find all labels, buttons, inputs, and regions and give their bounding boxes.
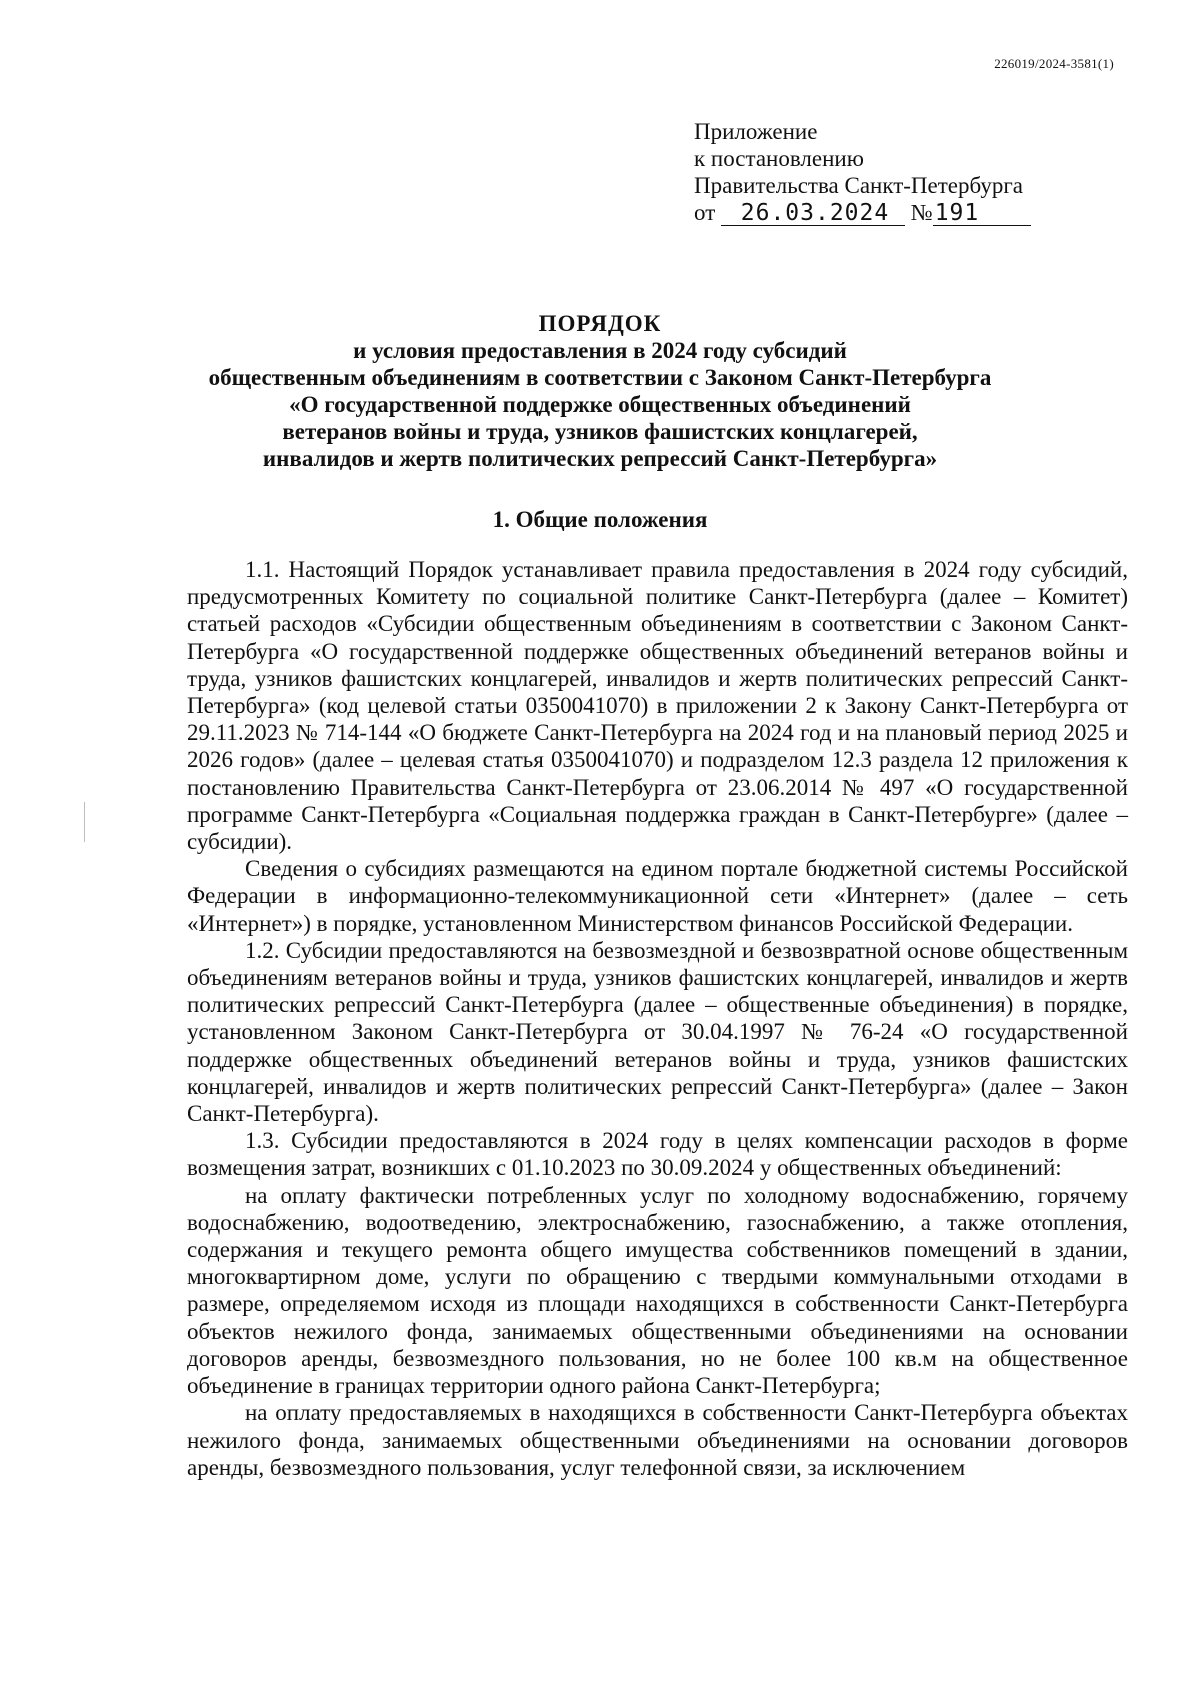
paragraph-telephone: на оплату предоставляемых в находящихся в собственности Санкт-Петербурга объектах нежилого фонда, занимаемых общественными объединениями на основании договоров аренды, безвозмездного пользования, услуг телефонной связи, за исключением xyxy=(187,1400,1128,1480)
title-main: ПОРЯДОК xyxy=(538,311,662,336)
paragraph-1-1: 1.1. Настоящий Порядок устанавливает правила предоставления в 2024 году субсидий, предусмотренных Комитету по социальной политике Санкт-Петербурга (далее – Комитет) статьей расходов «Субсидии общественным объединениям в соответствии с Законом Санкт-Петербурга «О государственной поддержке общественных объединений ветеранов войны и труда, узников фашистских концлагерей, инвалидов и жертв политических репрессий Санкт-Петербурга» (код целевой статьи 0350041070) в приложении 2 к Закону Санкт-Петербурга от 29.11.2023 № 714-144 «О бюджете Санкт-Петербурга на 2024 год и на плановый период 2025 и 2026 годов» (далее – целевая статья 0350041070) и подразделом 12.3 раздела 12 приложения к постановлению Правительства Санкт-Петербурга от 23.06.2014 № 497 «О государственной программе Санкт-Петербурга «Социальная поддержка граждан в Санкт-Петербурге» (далее – субсидии). xyxy=(187,557,1128,855)
appendix-line-1: Приложение xyxy=(694,119,818,144)
document-title xyxy=(90,310,1110,472)
paragraph-1-2: 1.2. Субсидии предоставляются на безвозмездной и безвозвратной основе общественным объединениям ветеранов войны и труда, узников фашистских концлагерей, инвалидов и жертв политических репрессий Санкт-Петербурга (далее – общественные объединения) в порядке, установленном Законом Санкт-Петербурга от 30.04.1997 № 76-24 «О государственной поддержке общественных объединений ветеранов войны и труда, узников фашистских концлагерей, инвалидов и жертв политических репрессий Санкт-Петербурга» (далее – Закон Санкт-Петербурга). xyxy=(187,937,1128,1127)
appendix-date-line xyxy=(694,199,1031,226)
document-body xyxy=(187,556,1128,1481)
title-line-4: «О государственной поддержке общественных объединений xyxy=(289,392,911,417)
appendix-line-2: к постановлению xyxy=(694,146,864,171)
section-heading: 1. Общие положения xyxy=(492,507,708,532)
appendix-number-label: № xyxy=(910,200,933,225)
appendix-line-3: Правительства Санкт-Петербурга xyxy=(694,173,1023,198)
paragraph-subsidy-info: Сведения о субсидиях размещаются на едином портале бюджетной системы Российской Федерации в информационно-телекоммуникационной сети «Интернет» (далее – сеть «Интернет») в порядке, установленном Министерством финансов Российской Федерации. xyxy=(187,856,1128,936)
paragraph-1-3: 1.3. Субсидии предоставляются в 2024 году в целях компенсации расходов в форме возмещения затрат, возникших с 01.10.2023 по 30.09.2024 у общественных объединений: xyxy=(187,1128,1128,1181)
appendix-date: 26.03.2024 xyxy=(721,201,905,226)
paragraph-utilities: на оплату фактически потребленных услуг по холодному водоснабжению, горячему водоснабжению, водоотведению, электроснабжению, газоснабжению, а также отопления, содержания и текущего ремонта общего имущества собственников помещений в здании, многоквартирном доме, услуги по обращению с твердыми коммунальными отходами в размере, определяемом исходя из площади находящихся в собственности Санкт-Петербурга объектов нежилого фонда, занимаемых общественными объединениями на основании договоров аренды, безвозмездного пользования, но не более 100 кв.м на общественное объединение в границах территории одного района Санкт-Петербурга; xyxy=(187,1182,1128,1399)
title-line-5: ветеранов войны и труда, узников фашистских концлагерей, xyxy=(282,419,918,444)
appendix-from-label: от xyxy=(694,200,716,225)
title-line-2: и условия предоставления в 2024 году субсидий xyxy=(353,338,847,363)
document-id: 226019/2024-3581(1) xyxy=(994,56,1114,71)
scan-margin-mark xyxy=(84,802,85,842)
appendix-block xyxy=(694,118,1031,226)
title-line-3: общественным объединениям в соответствии с Законом Санкт-Петербурга xyxy=(208,365,992,390)
title-line-6: инвалидов и жертв политических репрессий Санкт-Петербурга» xyxy=(262,446,938,471)
appendix-number: 191 xyxy=(933,201,1031,226)
